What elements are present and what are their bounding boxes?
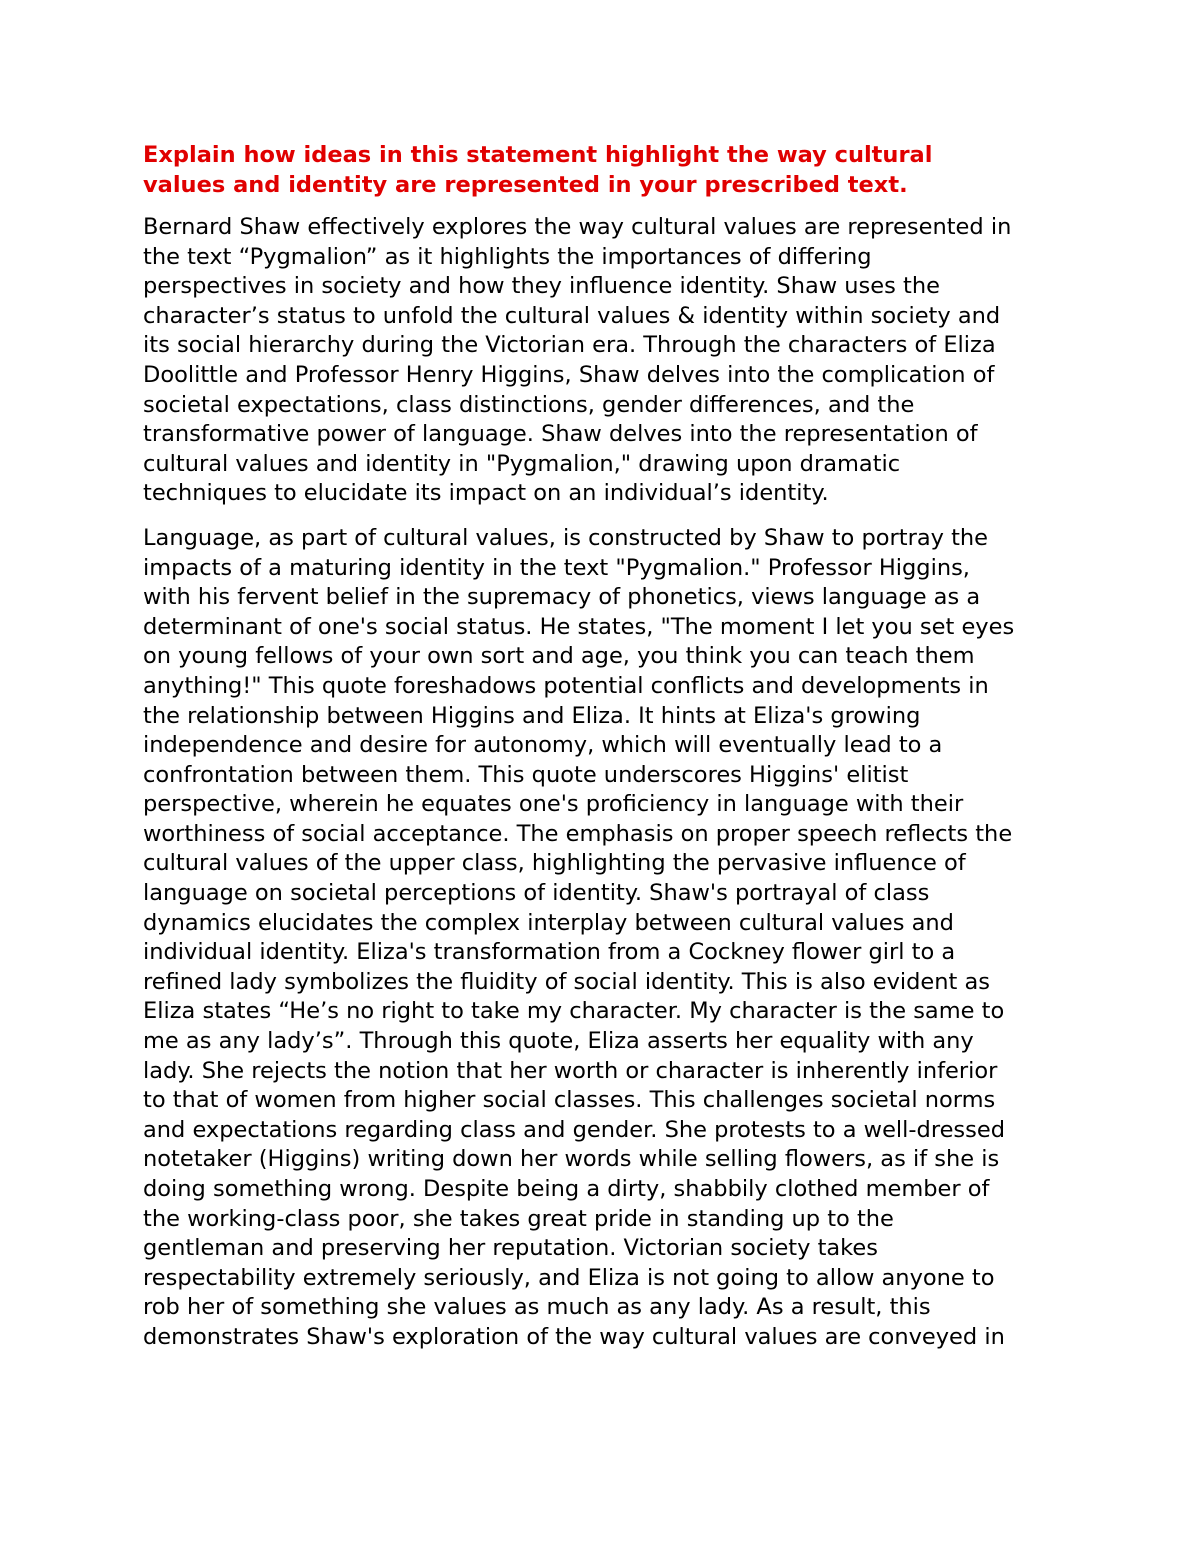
paragraph-line: cultural values of the upper class, highlighting the pervasive influence of bbox=[143, 850, 966, 877]
paragraph-line: lady. She rejects the notion that her worth or character is inherently inferior bbox=[143, 1057, 998, 1084]
paragraph-line: determinant of one's social status. He states, "The moment I let you set eyes bbox=[143, 613, 1015, 640]
paragraph-line: with his fervent belief in the supremacy of phonetics, views language as a bbox=[143, 584, 981, 611]
document-content bbox=[143, 141, 1083, 1368]
paragraph-line: individual identity. Eliza's transformation from a Cockney flower girl to a bbox=[143, 939, 956, 966]
paragraph-line: societal expectations, class distinctions, gender differences, and the bbox=[143, 391, 915, 418]
question-heading bbox=[143, 141, 1083, 200]
paragraph-line: perspective, wherein he equates one's proficiency in language with their bbox=[143, 791, 964, 818]
paragraph-line: respectability extremely seriously, and Eliza is not going to allow anyone to bbox=[143, 1264, 995, 1291]
paragraph-line: dynamics elucidates the complex interplay between cultural values and bbox=[143, 909, 954, 936]
paragraph-line: language on societal perceptions of identity. Shaw's portrayal of class bbox=[143, 880, 930, 907]
paragraph-line: techniques to elucidate its impact on an individual’s identity. bbox=[143, 480, 829, 507]
paragraph-line: Doolittle and Professor Henry Higgins, Shaw delves into the complication of bbox=[143, 361, 995, 388]
paragraph-line: and expectations regarding class and gender. She protests to a well-dressed bbox=[143, 1116, 1005, 1143]
paragraph-line: me as any lady’s”. Through this quote, Eliza asserts her equality with any bbox=[143, 1028, 974, 1055]
paragraph-line: confrontation between them. This quote underscores Higgins' elitist bbox=[143, 761, 909, 788]
paragraph-line: to that of women from higher social classes. This challenges societal norms bbox=[143, 1087, 996, 1114]
paragraph-line: cultural values and identity in "Pygmalion," drawing upon dramatic bbox=[143, 450, 901, 477]
question-line: values and identity are represented in your prescribed text. bbox=[143, 171, 908, 198]
paragraph-line: its social hierarchy during the Victorian era. Through the characters of Eliza bbox=[143, 332, 996, 359]
paragraph-line: perspectives in society and how they influence identity. Shaw uses the bbox=[143, 273, 940, 300]
paragraph-line: character’s status to unfold the cultural values & identity within society and bbox=[143, 302, 1001, 329]
paragraph-line: anything!" This quote foreshadows potential conflicts and developments in bbox=[143, 672, 989, 699]
paragraph-language bbox=[143, 524, 1083, 1353]
paragraph-line: refined lady symbolizes the fluidity of social identity. This is also evident as bbox=[143, 968, 991, 995]
paragraph-line: independence and desire for autonomy, which will eventually lead to a bbox=[143, 732, 943, 759]
question-line: Explain how ideas in this statement highlight the way cultural bbox=[143, 142, 933, 168]
paragraph-line: the text “Pygmalion” as it highlights the importances of differing bbox=[143, 243, 872, 270]
paragraph-line: impacts of a maturing identity in the text "Pygmalion." Professor Higgins, bbox=[143, 554, 970, 581]
paragraph-line: Bernard Shaw effectively explores the way cultural values are represented in bbox=[143, 214, 1012, 240]
paragraph-line: transformative power of language. Shaw delves into the representation of bbox=[143, 421, 978, 448]
paragraph-line: doing something wrong. Despite being a dirty, shabbily clothed member of bbox=[143, 1176, 990, 1202]
paragraph-line: the working-class poor, she takes great pride in standing up to the bbox=[143, 1205, 894, 1232]
paragraph-line: on young fellows of your own sort and age, you think you can teach them bbox=[143, 643, 975, 670]
paragraph-line: rob her of something she values as much as any lady. As a result, this bbox=[143, 1294, 931, 1321]
paragraph-line: Eliza states “He’s no right to take my character. My character is the same to bbox=[143, 998, 1005, 1025]
paragraph-line: worthiness of social acceptance. The emphasis on proper speech reflects the bbox=[143, 820, 1013, 847]
paragraph-line: the relationship between Higgins and Eliza. It hints at Eliza's growing bbox=[143, 702, 921, 729]
paragraph-line: notetaker (Higgins) writing down her words while selling flowers, as if she is bbox=[143, 1146, 1000, 1173]
paragraph-line: Language, as part of cultural values, is constructed by Shaw to portray the bbox=[143, 524, 989, 551]
paragraph-line: gentleman and preserving her reputation. Victorian society takes bbox=[143, 1235, 878, 1262]
paragraph-line: demonstrates Shaw's exploration of the way cultural values are conveyed in bbox=[143, 1323, 1005, 1350]
paragraph-intro bbox=[143, 213, 1083, 509]
